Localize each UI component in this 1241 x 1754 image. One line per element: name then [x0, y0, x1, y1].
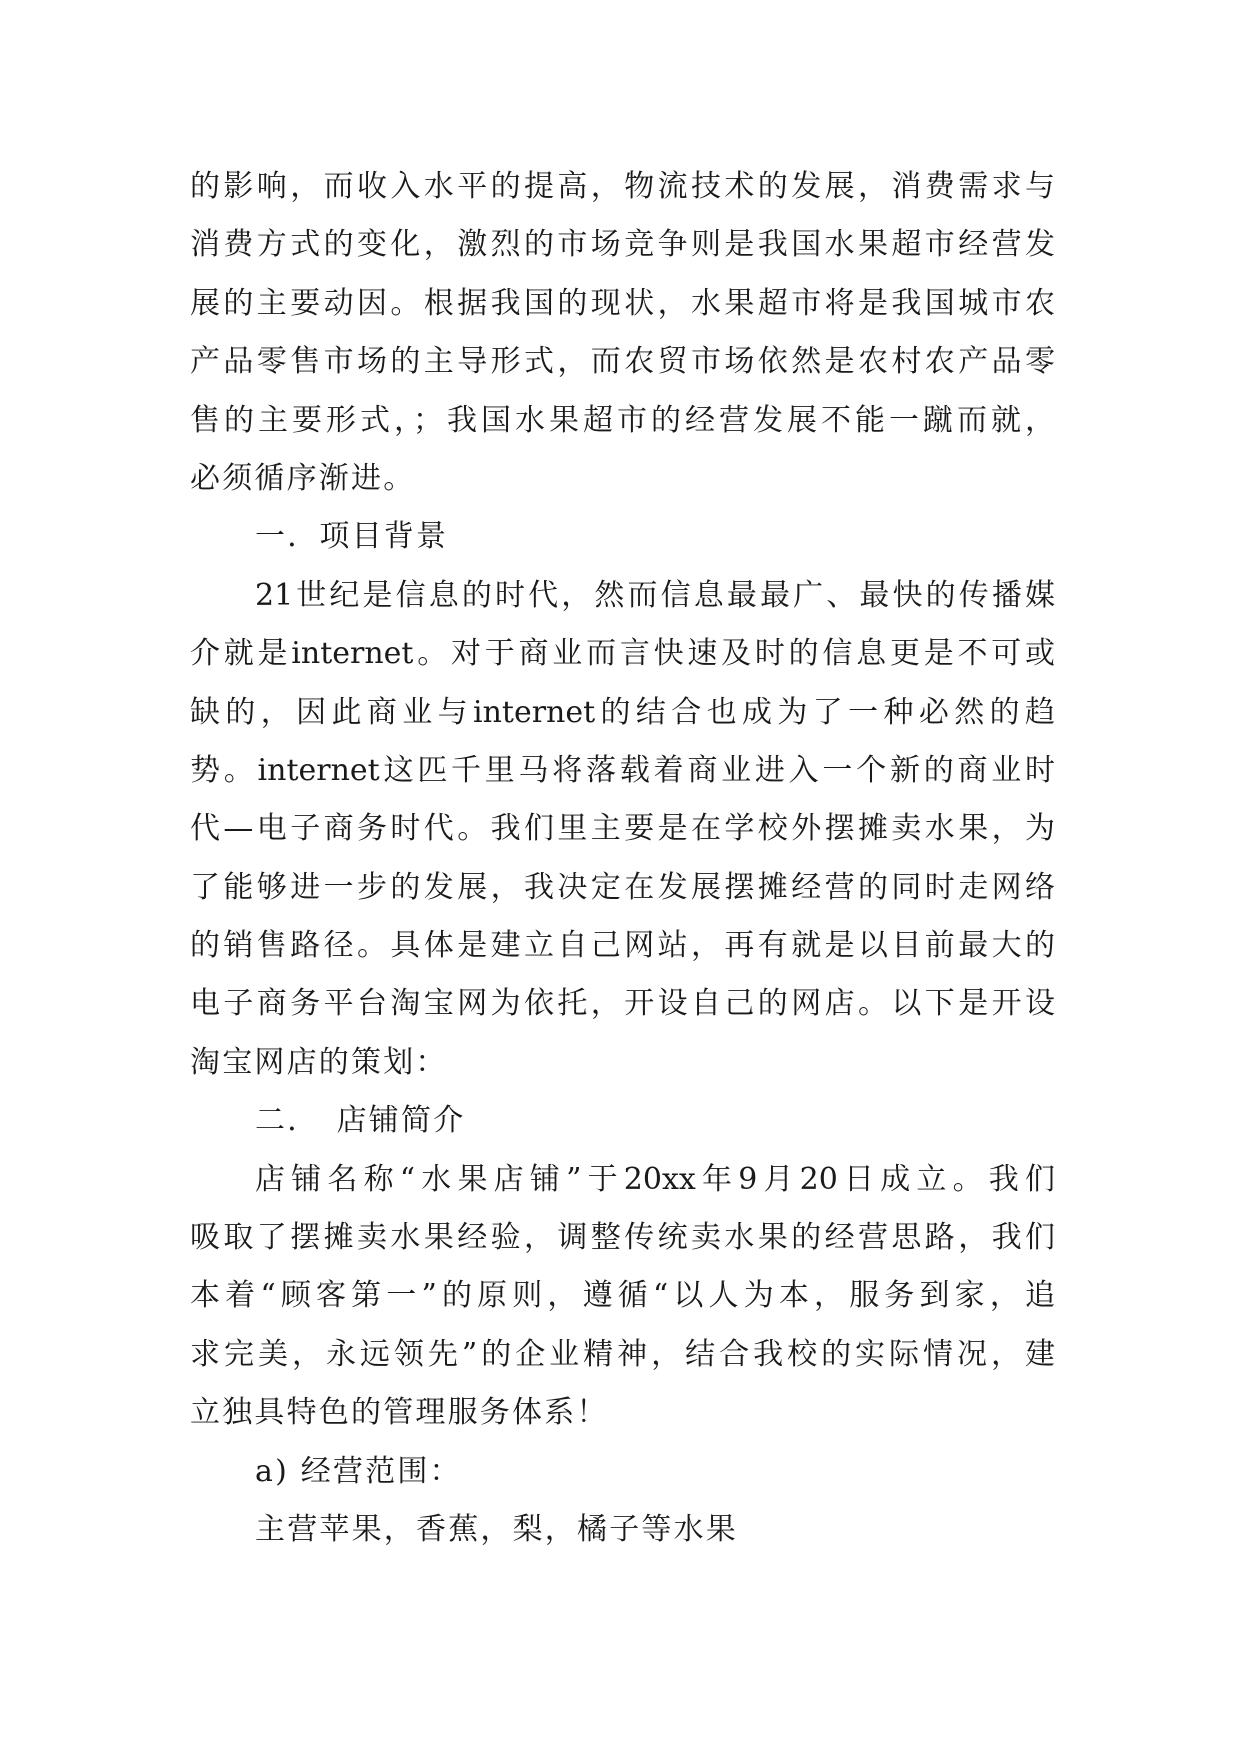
- paragraph-line: 本着“顾客第一”的原则，遵循“以人为本，服务到家，追: [190, 1278, 1055, 1314]
- paragraph-line: 售的主要形式，；我国水果超市的经营发展不能一蹴而就，: [190, 402, 1055, 438]
- paragraph-line: 的销售路径。具体是建立自己网站，再有就是以目前最大的: [190, 928, 1055, 964]
- paragraph-line: 电子商务平台淘宝网为依托，开设自己的网店。以下是开设: [190, 986, 1055, 1022]
- paragraph-line: 21世纪是信息的时代，然而信息最最广、最快的传播媒: [255, 577, 1055, 613]
- paragraph-line: 展的主要动因。根据我国的现状，水果超市将是我国城市农: [190, 285, 1055, 321]
- document-page: [190, 158, 1055, 1559]
- paragraph-line: 主营苹果，香蕉，梨，橘子等水果: [255, 1511, 738, 1547]
- paragraph-line: 产品零售市场的主导形式，而农贸市场依然是农村农产品零: [190, 344, 1055, 380]
- paragraph-line: 势。internet这匹千里马将落载着商业进入一个新的商业时: [190, 752, 1055, 788]
- paragraph-line: 求完美，永远领先”的企业精神，结合我校的实际情况，建: [190, 1336, 1055, 1372]
- paragraph-line: 消费方式的变化，激烈的市场竞争则是我国水果超市经营发: [190, 227, 1055, 263]
- section-heading: 一．项目背景: [255, 519, 449, 555]
- paragraph-line: 介就是internet。对于商业而言快速及时的信息更是不可或: [190, 636, 1055, 672]
- paragraph-line: 立独具特色的管理服务体系！: [190, 1395, 609, 1431]
- list-item-heading: a) 经营范围：: [255, 1453, 462, 1489]
- paragraph-line: 必须循序渐进。: [190, 460, 416, 496]
- paragraph-line: 代—电子商务时代。我们里主要是在学校外摆摊卖水果，为: [190, 811, 1055, 847]
- section-heading: 二． 店铺简介: [255, 1103, 466, 1139]
- paragraph-line: 了能够进一步的发展，我决定在发展摆摊经营的同时走网络: [190, 869, 1055, 905]
- paragraph-line: 缺的，因此商业与internet的结合也成为了一种必然的趋: [190, 694, 1055, 730]
- paragraph-line: 店铺名称“水果店铺”于20xx年9月20日成立。我们: [255, 1161, 1055, 1197]
- paragraph-line: 吸取了摆摊卖水果经验，调整传统卖水果的经营思路，我们: [190, 1220, 1055, 1256]
- paragraph-line: 淘宝网店的策划：: [190, 1044, 448, 1080]
- paragraph-line: 的影响，而收入水平的提高，物流技术的发展，消费需求与: [190, 169, 1055, 204]
